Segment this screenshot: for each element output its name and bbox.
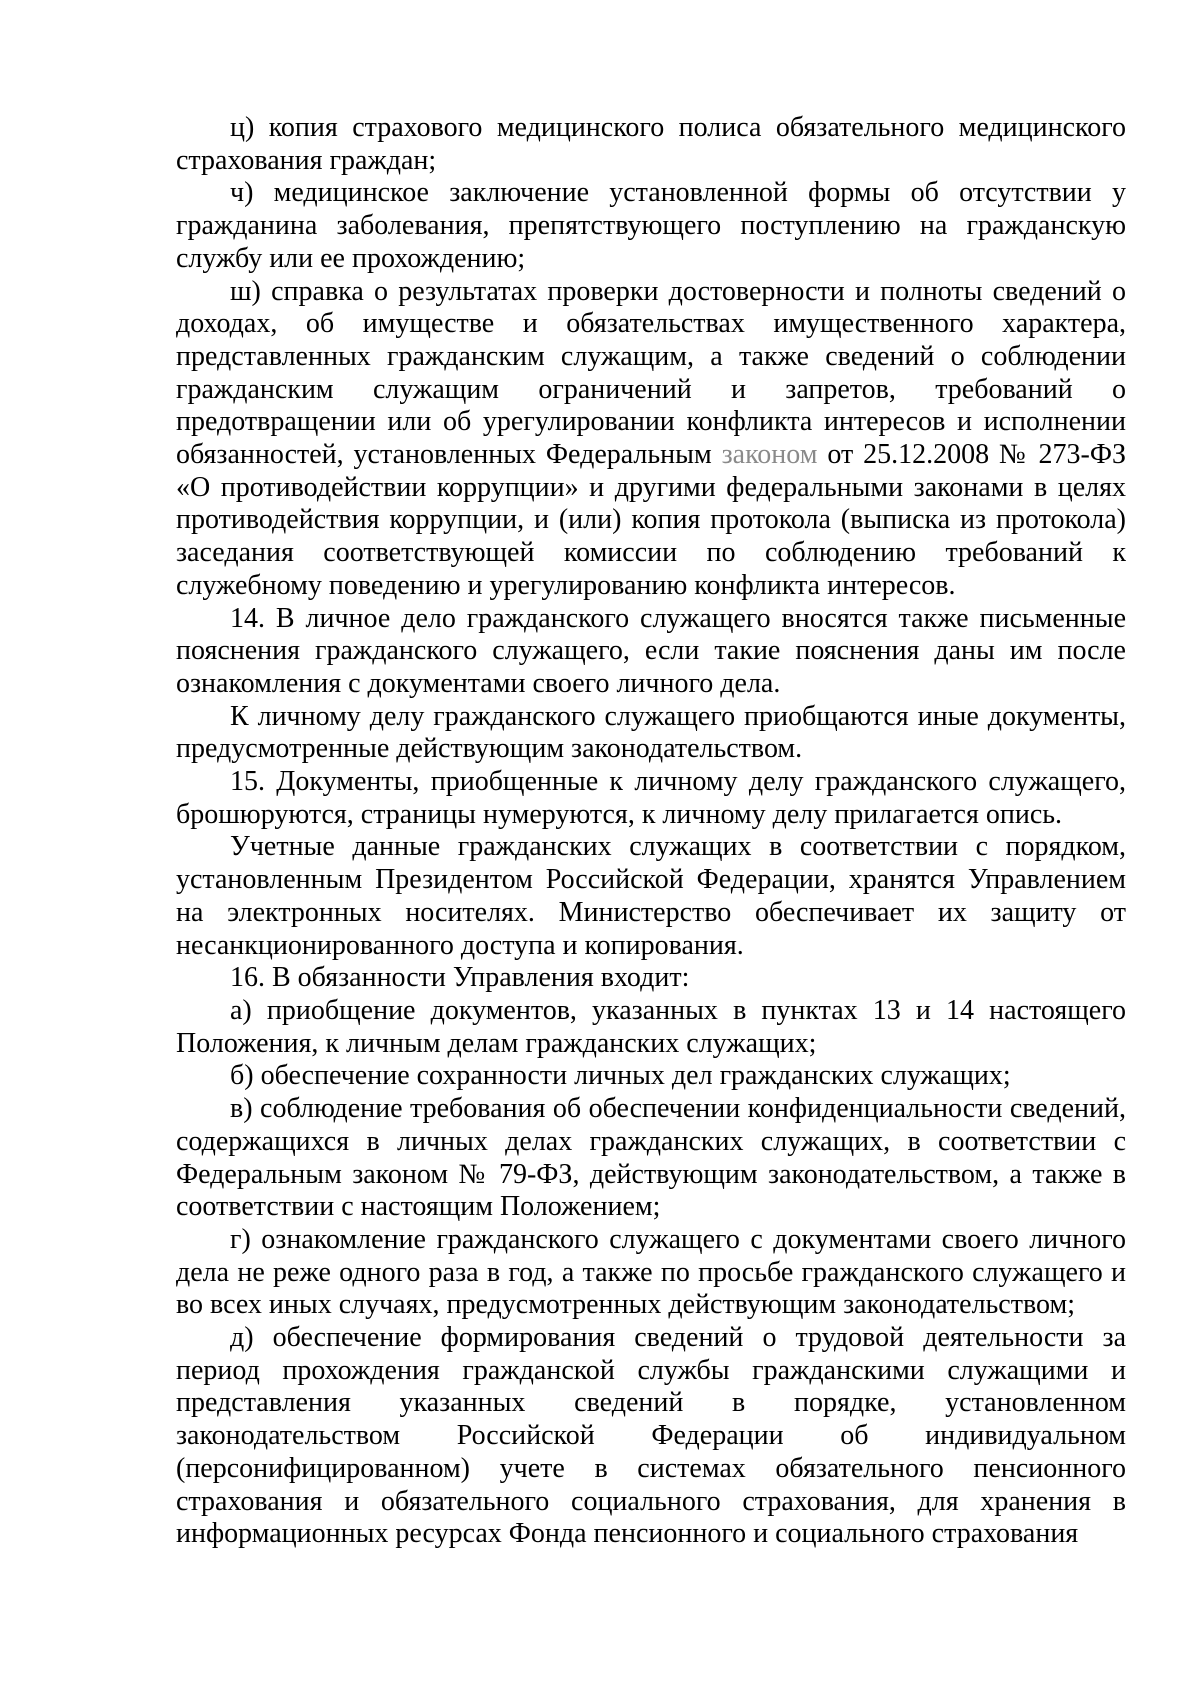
faint-word: законом	[721, 439, 818, 471]
paragraph-sh-start: ш) справка о результатах проверки достоверности и полноты сведений о доходах, об имуществе и обязательствах имущественного характера, представленных гражданским служащим, а также сведений о соблюдении гражданским служащим ограничений и запретов, требований о предотвращении или об урегулировании конфликта интересов и исполнении обязанностей, установленных Федеральным	[176, 275, 1126, 471]
paragraph-ts: ц) копия страхового медицинского полиса обязательного медицинского страхования граждан;	[176, 112, 1126, 176]
paragraph-14: 14. В личное дело гражданского служащего вносятся также письменные пояснения гражданского служащего, если такие пояснения даны им после ознакомления с документами своего личного дела.	[176, 602, 1126, 699]
paragraph-sh	[176, 276, 1126, 603]
paragraph-16-a: а) приобщение документов, указанных в пунктах 13 и 14 настоящего Положения, к личным делам гражданских служащих;	[176, 994, 1126, 1059]
paragraph-16: 16. В обязанности Управления входит:	[230, 962, 690, 994]
paragraph-16-g: г) ознакомление гражданского служащего с документами своего личного дела не реже одного раза в год, а также по просьбе гражданского служащего и во всех иных случаях, предусмотренных действующим законодательством;	[176, 1223, 1126, 1321]
document-page	[176, 112, 1126, 1551]
paragraph-16-d: д) обеспечение формирования сведений о трудовой деятельности за период прохождения гражданской службы гражданскими служащими и представления указанных сведений в порядке, установленном законодательством Российской Федерации об индивидуальном (персонифицированном) учете в системах обязательного пенсионного страхования и обязательного социального страхования, для хранения в информационных ресурсах Фонда пенсионного и социального страхования	[176, 1322, 1126, 1550]
paragraph-15: 15. Документы, приобщенные к личному делу гражданского служащего, брошюруются, страницы нумеруются, к личному делу прилагается опись.	[176, 766, 1126, 830]
paragraph-ch: ч) медицинское заключение установленной формы об отсутствии у гражданина заболевания, препятствующего поступлению на гражданскую службу или ее прохождению;	[176, 177, 1126, 274]
paragraph-15-records: Учетные данные гражданских служащих в соответствии с порядком, установленным Президентом Российской Федерации, хранятся Управлением на электронных носителях. Министерство обеспечивает их защиту от несанкционированного доступа и копирования.	[176, 831, 1126, 961]
paragraph-14-docs: К личному делу гражданского служащего приобщаются иные документы, предусмотренные действующим законодательством.	[176, 700, 1126, 765]
paragraph-16-b: б) обеспечение сохранности личных дел гражданских служащих;	[230, 1060, 1011, 1092]
paragraph-16-v: в) соблюдение требования об обеспечении конфиденциальности сведений, содержащихся в личных делах гражданских служащих, в соответствии с Федеральным законом № 79-ФЗ, действующим законодательством, а также в соответствии с настоящим Положением;	[176, 1093, 1126, 1223]
paragraph-sh-end: от 25.12.2008 № 273-ФЗ «О противодействии коррупции» и другими федеральными законами в целях противодействия коррупции, и (или) копия протокола (выписка из протокола) заседания соответствующей комиссии по соблюдению требований к служебному поведению и урегулированию конфликта интересов.	[176, 439, 1127, 601]
